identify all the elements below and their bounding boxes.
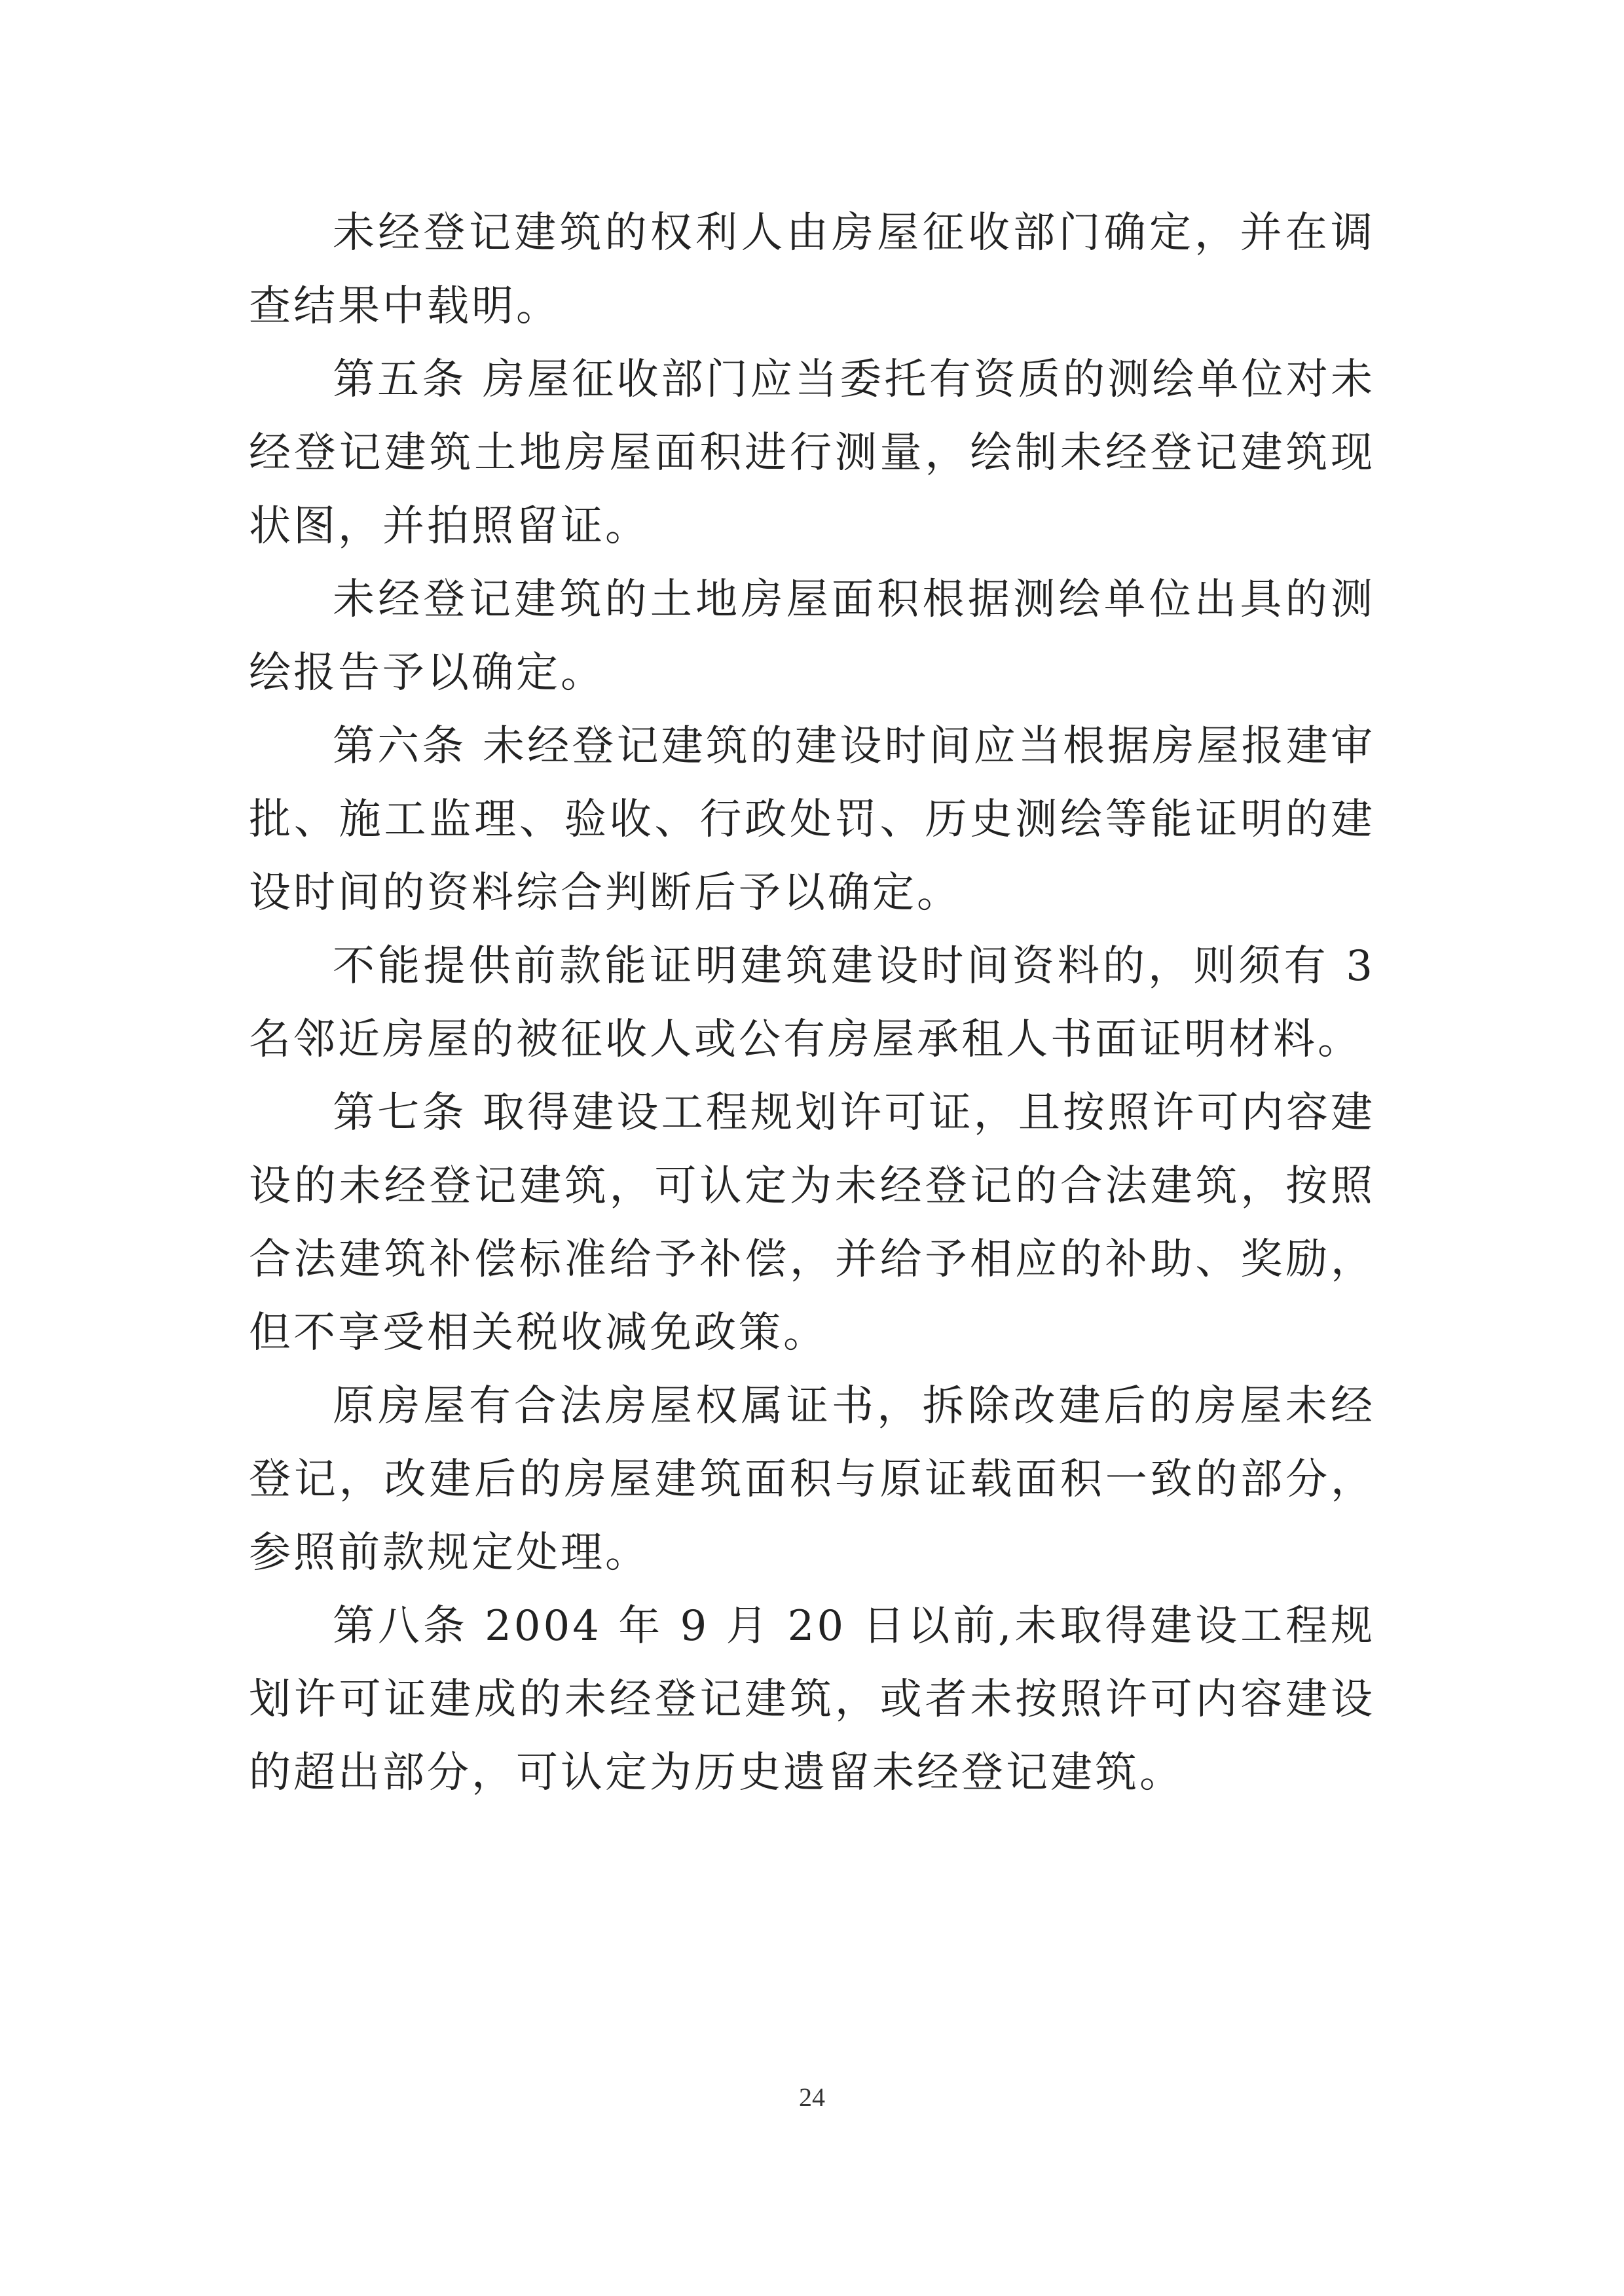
paragraph-1: 未经登记建筑的权利人由房屋征收部门确定，并在调查结果中载明。	[249, 209, 1375, 331]
paragraph-5: 不能提供前款能证明建筑建设时间资料的，则须有 3 名邻近房屋的被征收人或公有房屋承租人书面证明材料。	[249, 942, 1375, 1064]
paragraph-7: 原房屋有合法房屋权属证书，拆除改建后的房屋未经登记，改建后的房屋建筑面积与原证载面积一致的部分，参照前款规定处理。	[249, 1382, 1375, 1577]
paragraph-3: 未经登记建筑的土地房屋面积根据测绘单位出具的测绘报告予以确定。	[249, 575, 1375, 697]
document-body	[249, 196, 1375, 1810]
paragraph-8-article-8: 第八条 2004 年 9 月 20 日以前,未取得建设工程规划许可证建成的未经登记建筑，或者未按照许可内容建设的超出部分，可认定为历史遗留未经登记建筑。	[249, 1602, 1375, 1797]
page-number: 24	[799, 2083, 825, 2112]
paragraph-2-article-5: 第五条 房屋征收部门应当委托有资质的测绘单位对未经登记建筑土地房屋面积进行测量，绘制未经登记建筑现状图，并拍照留证。	[249, 355, 1375, 551]
paragraph-4-article-6: 第六条 未经登记建筑的建设时间应当根据房屋报建审批、施工监理、验收、行政处罚、历史测绘等能证明的建设时间的资料综合判断后予以确定。	[249, 722, 1375, 917]
paragraph-6-article-7: 第七条 取得建设工程规划许可证，且按照许可内容建设的未经登记建筑，可认定为未经登记的合法建筑，按照合法建筑补偿标准给予补偿，并给予相应的补助、奖励，但不享受相关税收减免政策。	[249, 1089, 1375, 1357]
